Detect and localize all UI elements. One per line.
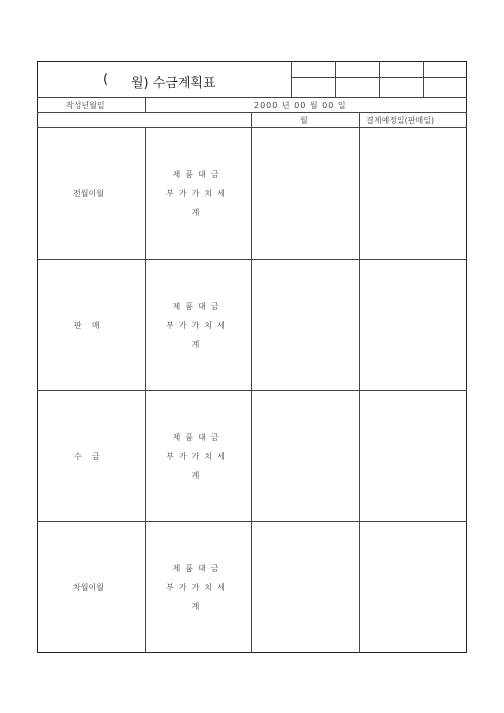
row-item-vat: 부가가치세 — [166, 189, 230, 198]
row-label-carried-forward: 전월이월 — [73, 189, 104, 198]
written-date-value: 2000 년 00 월 00 일 — [254, 101, 347, 110]
row-item-total: 계 — [191, 602, 205, 611]
column-header-month: 월 — [300, 116, 308, 125]
column-header-settlement-date: 결제예정일(판매일) — [366, 116, 435, 125]
label-column-divider — [145, 127, 146, 653]
approval-divider — [379, 61, 380, 97]
row-item-product-amount: 제품대금 — [172, 170, 224, 179]
row-label-sales: 판 매 — [74, 321, 100, 330]
approval-divider — [335, 61, 336, 97]
row-item-product-amount: 제품대금 — [172, 433, 224, 442]
row-item-vat: 부가가치세 — [166, 583, 230, 592]
title-paren: ( — [103, 72, 109, 87]
row-label-collection: 수 금 — [74, 452, 100, 461]
date-row-bottom-rule — [37, 112, 467, 113]
form-title: 월) 수금계획표 — [131, 76, 216, 91]
row-item-total: 계 — [191, 471, 205, 480]
section-divider — [37, 521, 467, 522]
label-column-divider — [145, 97, 146, 112]
row-item-total: 계 — [191, 208, 205, 217]
month-column-left — [251, 112, 252, 653]
title-bottom-rule — [37, 97, 467, 98]
row-item-product-amount: 제품대금 — [172, 564, 224, 573]
month-column-right — [359, 112, 360, 653]
row-item-total: 계 — [191, 340, 205, 349]
row-item-vat: 부가가치세 — [166, 452, 230, 461]
row-item-product-amount: 제품대금 — [172, 302, 224, 311]
approval-divider — [423, 61, 424, 97]
written-date-label: 작성년월일 — [66, 101, 105, 110]
row-item-vat: 부가가치세 — [166, 321, 230, 330]
section-divider — [37, 259, 467, 260]
form-frame — [37, 61, 467, 653]
approval-midline — [291, 77, 467, 78]
section-divider — [37, 390, 467, 391]
row-label-next-month: 차월이월 — [73, 583, 104, 592]
approval-divider — [291, 61, 292, 97]
header-row-bottom-rule — [37, 127, 467, 128]
